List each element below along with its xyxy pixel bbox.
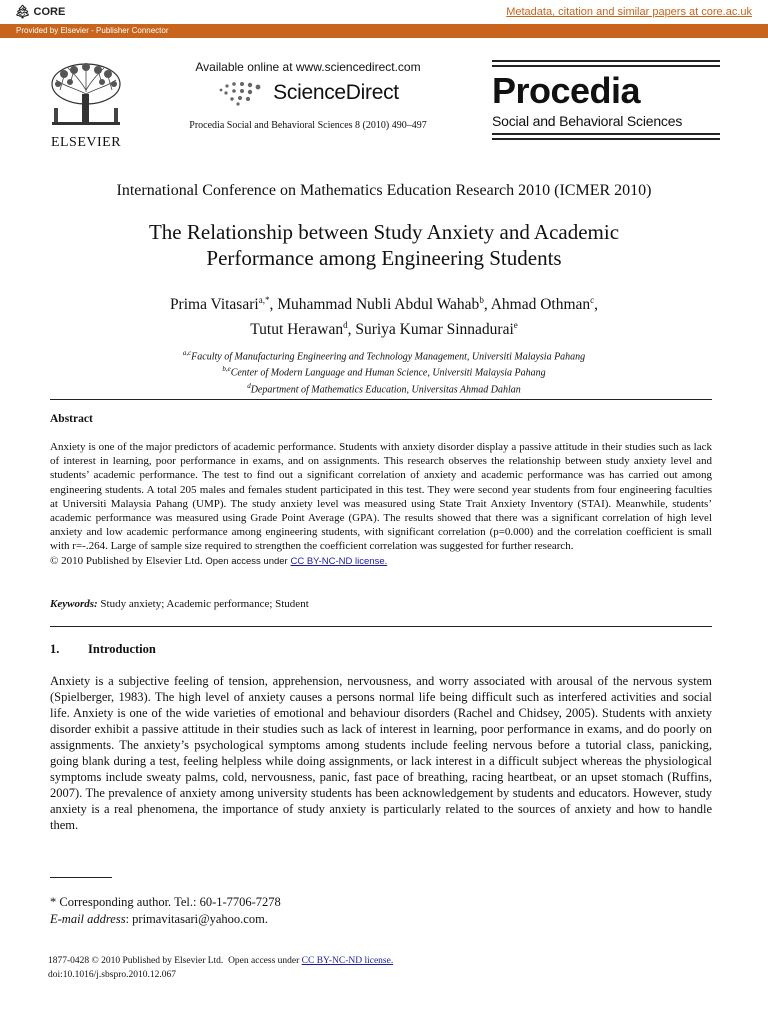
elsevier-wordmark: ELSEVIER bbox=[50, 135, 122, 150]
conference-name: International Conference on Mathematics Education Research 2010 (ICMER 2010) bbox=[116, 182, 652, 199]
procedia-title: Procedia bbox=[492, 70, 641, 111]
abstract-copyright: © 2010 Published by Elsevier Ltd. bbox=[50, 554, 203, 567]
core-logo[interactable] bbox=[14, 4, 65, 20]
affiliation bbox=[90, 347, 678, 363]
corresponding-author: * Corresponding author. Tel.: 60-1-7706-7278 bbox=[50, 895, 281, 909]
paper-title bbox=[90, 219, 678, 271]
abstract-text bbox=[50, 440, 712, 569]
affiliation-text: Faculty of Manufacturing Engineering and Technology Management, Universiti Malaysia Pahang bbox=[191, 351, 586, 363]
affiliation-list bbox=[90, 347, 678, 396]
author-sup: a,* bbox=[258, 295, 270, 305]
affiliation-text: Center of Modern Language and Human Science, Universiti Malaysia Pahang bbox=[230, 367, 546, 379]
sciencedirect-logo bbox=[160, 80, 456, 106]
affiliation-sup: b,e bbox=[222, 365, 231, 374]
page-footer bbox=[48, 954, 393, 982]
footer-issn: 1877-0428 © 2010 Published by Elsevier Ltd. bbox=[48, 956, 224, 966]
procedia-rule bbox=[492, 138, 720, 140]
sciencedirect-wordmark: ScienceDirect bbox=[273, 81, 399, 104]
author-line bbox=[90, 290, 678, 315]
procedia-subtitle: Social and Behavioral Sciences bbox=[492, 113, 683, 129]
affiliation bbox=[90, 363, 678, 379]
journal-reference: Procedia Social and Behavioral Sciences 8 (2010) 490–497 bbox=[189, 120, 427, 131]
footer-issn-line bbox=[48, 954, 393, 968]
section-divider bbox=[50, 399, 712, 400]
keywords-text: Study anxiety; Academic performance; Student bbox=[100, 598, 309, 610]
footer-open-access: Open access under bbox=[228, 956, 300, 966]
author-sup: e bbox=[513, 320, 518, 331]
author-name: Muhammad Nubli Abdul Wahab bbox=[277, 296, 480, 314]
provided-by-text: Provided by Elsevier - Publisher Connector bbox=[16, 26, 169, 35]
abstract-body: Anxiety is one of the major predictors of academic performance. Students with anxiety disorder display a passive attitude in their studies such as lack of interest in learning, poor performance in exams, and on assignments. This research observes the relationship between study anxiety level and students’ academic performance. The test to find out a significant correlation of anxiety and academic performance was has carried out among engineering students. A total 205 males and females student participated in this test. They were second year students from four engineering faculties at Universiti Malaysia Pahang (UMP). The study anxiety level was measured using State Trait Anxiety Inventory (STAI). Meanwhile, students’ academic performance was measured using Grade Point Average (GPA). The results showed that there was a significant correlation of high level anxiety and low academic performance among engineering students, with significant correlation (p=0.000) and the correlation coefficient is small with r=-.264. Large of sample size required to strengthen the coefficient correlation was suggested for further research. bbox=[50, 441, 712, 553]
sciencedirect-header bbox=[160, 60, 456, 131]
author-sup: b bbox=[479, 295, 484, 305]
section-title: Introduction bbox=[88, 642, 156, 656]
paper-title-line: Performance among Engineering Students bbox=[206, 246, 562, 270]
paper-title-line: The Relationship between Study Anxiety and Academic bbox=[148, 220, 620, 244]
email-label: E-mail address bbox=[50, 912, 126, 926]
author-name: Ahmad Othman bbox=[490, 296, 591, 314]
email-address: : primavitasari@yahoo.com. bbox=[125, 912, 268, 926]
author-sep: , bbox=[269, 296, 278, 314]
core-banner bbox=[0, 0, 768, 24]
footer-doi: doi:10.1016/j.sbspro.2010.12.067 bbox=[48, 970, 176, 980]
introduction-text: Anxiety is a subjective feeling of tension, apprehension, nervousness, and worry associated with arousal of the nervous system (Spielberger, 1983). The high level of anxiety causes a persons normal life being difficult such as interfered activities and social life. Anxiety is one of the wide varieties of emotional and behaviour disorders (Rachel and Chidsey, 2005). Students with anxiety disorder exhibit a passive attitude in their studies such as lack of interest in learning, poor performance in exams, and do poorly on assignments. The anxiety’s psychological symptoms among students include feeling nervous before a tutorial class, panicking, going blank during a test, feeling helpless while doing assignments, or lack interest in a difficult subject whereas the physiological symptoms include sweaty palms, cold, nervousness, panic, fast pace of breathing, racing heartbeat, or an upset stomach (Ruffins, 2007). The prevalence of anxiety among university students has been acknowledgement by students and educators. However, study anxiety is a real phenomena, the importance of study anxiety is particularly related to the sources of anxiety and how to handle them. bbox=[50, 674, 712, 832]
affiliation bbox=[90, 380, 678, 396]
core-logo-text: CORE bbox=[33, 6, 66, 18]
open-access-text: Open access under bbox=[205, 555, 288, 567]
section-divider bbox=[50, 626, 712, 627]
keywords bbox=[50, 598, 309, 610]
provider-bar bbox=[0, 24, 768, 38]
footnote-rule bbox=[50, 877, 112, 878]
author-name: Tutut Herawan bbox=[250, 321, 344, 339]
license-link[interactable]: CC BY-NC-ND license. bbox=[290, 555, 388, 567]
procedia-rule bbox=[492, 65, 720, 67]
email-footnote bbox=[50, 912, 268, 927]
author-sup: c bbox=[590, 295, 595, 305]
author-sup: d bbox=[343, 320, 348, 331]
author-line bbox=[90, 315, 678, 340]
author-sep: , bbox=[594, 296, 599, 314]
abstract-heading: Abstract bbox=[50, 413, 93, 425]
procedia-rule bbox=[492, 133, 720, 135]
author-sep: , bbox=[347, 321, 356, 339]
affiliation-sup: a,c bbox=[182, 349, 192, 357]
author-sep: , bbox=[483, 296, 491, 314]
elsevier-tree-icon bbox=[44, 60, 128, 128]
procedia-rule bbox=[492, 60, 720, 62]
core-metadata-link[interactable]: Metadata, citation and similar papers at core.ac.uk bbox=[506, 6, 752, 18]
procedia-logo bbox=[492, 60, 720, 143]
core-tree-icon: 🌲︎ bbox=[14, 4, 31, 19]
available-online-text: Available online at www.sciencedirect.com bbox=[195, 60, 421, 74]
author-list bbox=[90, 290, 678, 340]
author-name: Suriya Kumar Sinnadurai bbox=[355, 321, 514, 339]
footer-license-link[interactable]: CC BY-NC-ND license. bbox=[301, 956, 394, 966]
affiliation-sup: d bbox=[247, 381, 251, 390]
section-number: 1. bbox=[50, 642, 60, 656]
elsevier-logo bbox=[44, 60, 128, 151]
affiliation-text: Department of Mathematics Education, Universitas Ahmad Dahlan bbox=[250, 383, 521, 395]
introduction-heading bbox=[50, 642, 156, 657]
author-name: Prima Vitasari bbox=[169, 296, 259, 314]
keywords-label: Keywords: bbox=[50, 598, 98, 610]
sciencedirect-dots-icon bbox=[217, 80, 265, 106]
